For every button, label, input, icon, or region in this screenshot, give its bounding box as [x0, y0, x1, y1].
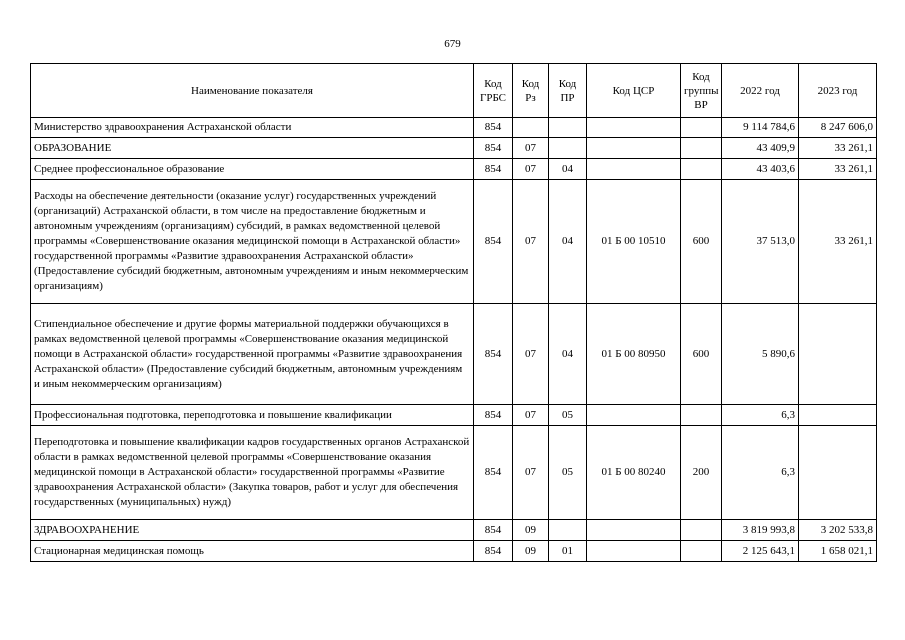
row-2023: 1 658 021,1 [799, 541, 877, 562]
row-vr [681, 118, 722, 138]
row-vr [681, 520, 722, 541]
row-2022: 43 403,6 [722, 159, 799, 180]
row-name: Стационарная медицинская помощь [31, 541, 474, 562]
row-vr [681, 159, 722, 180]
table-row [31, 180, 877, 304]
row-2023 [799, 405, 877, 426]
row-rz: 07 [513, 180, 549, 304]
row-vr [681, 541, 722, 562]
row-2022: 43 409,9 [722, 138, 799, 159]
row-2023: 33 261,1 [799, 180, 877, 304]
row-name: Стипендиальное обеспечение и другие формы материальной поддержки обучающихся в рамках ведомственной целевой программы «Совершенствование оказания медицинской помощи в Астраханской области» государственной программы «Развитие здравоохранения Астраханской области» (Предоставление субсидий бюджетным, автономным учреждениям и иным некоммерческим организациям) [31, 304, 474, 405]
row-grbs: 854 [474, 405, 513, 426]
row-vr: 600 [681, 180, 722, 304]
table-row [31, 405, 877, 426]
row-rz: 09 [513, 541, 549, 562]
row-vr: 200 [681, 426, 722, 520]
header-pr: Код ПР [549, 64, 587, 118]
budget-table [30, 63, 877, 562]
row-rz [513, 118, 549, 138]
header-grbs: Код ГРБС [474, 64, 513, 118]
row-grbs: 854 [474, 118, 513, 138]
row-2022: 3 819 993,8 [722, 520, 799, 541]
row-rz: 07 [513, 138, 549, 159]
row-rz: 09 [513, 520, 549, 541]
row-2023: 33 261,1 [799, 159, 877, 180]
table-row [31, 541, 877, 562]
row-grbs: 854 [474, 520, 513, 541]
row-csr: 01 Б 00 10510 [587, 180, 681, 304]
row-name: Среднее профессиональное образование [31, 159, 474, 180]
row-2022: 6,3 [722, 405, 799, 426]
row-2022: 6,3 [722, 426, 799, 520]
row-rz: 07 [513, 304, 549, 405]
row-grbs: 854 [474, 541, 513, 562]
table-row [31, 426, 877, 520]
row-pr: 04 [549, 159, 587, 180]
row-csr: 01 Б 00 80240 [587, 426, 681, 520]
row-name: Переподготовка и повышение квалификации кадров государственных органов Астраханской области в рамках ведомственной целевой программы «Совершенствование оказания медицинской помощи в Астраханской области» государственной программы «Развитие здравоохранения Астраханской области» (Закупка товаров, работ и услуг для обеспечения государственных (муниципальных) нужд) [31, 426, 474, 520]
row-vr [681, 405, 722, 426]
row-name: ОБРАЗОВАНИЕ [31, 138, 474, 159]
row-vr [681, 138, 722, 159]
header-csr: Код ЦСР [587, 64, 681, 118]
header-vr: Код группы ВР [681, 64, 722, 118]
header-2022: 2022 год [722, 64, 799, 118]
row-csr [587, 520, 681, 541]
row-pr [549, 138, 587, 159]
row-pr: 04 [549, 304, 587, 405]
row-2022: 9 114 784,6 [722, 118, 799, 138]
row-2023: 33 261,1 [799, 138, 877, 159]
row-grbs: 854 [474, 304, 513, 405]
row-name: Профессиональная подготовка, переподготовка и повышение квалификации [31, 405, 474, 426]
row-pr: 01 [549, 541, 587, 562]
row-grbs: 854 [474, 426, 513, 520]
table-row [31, 304, 877, 405]
header-2023: 2023 год [799, 64, 877, 118]
row-csr [587, 541, 681, 562]
page-number: 679 [444, 38, 461, 50]
row-csr [587, 118, 681, 138]
row-csr [587, 138, 681, 159]
row-2022: 5 890,6 [722, 304, 799, 405]
row-vr: 600 [681, 304, 722, 405]
row-rz: 07 [513, 405, 549, 426]
row-pr: 04 [549, 180, 587, 304]
header-rz: Код Рз [513, 64, 549, 118]
row-name: ЗДРАВООХРАНЕНИЕ [31, 520, 474, 541]
table-row [31, 138, 877, 159]
row-2023 [799, 304, 877, 405]
header-name: Наименование показателя [31, 64, 474, 118]
row-csr [587, 159, 681, 180]
row-2022: 37 513,0 [722, 180, 799, 304]
row-name: Расходы на обеспечение деятельности (оказание услуг) государственных учреждений (организаций) Астраханской области, в том числе на предоставление бюджетным и автономным учреждениям (организациям) субсидий, в рамках ведомственной целевой программы «Совершенствование оказания медицинской помощи в Астраханской области» государственной программы «Развитие здравоохранения Астраханской области» (Предоставление субсидий бюджетным, автономным учреждениям и иным некоммерческим организациям) [31, 180, 474, 304]
row-csr [587, 405, 681, 426]
row-2022: 2 125 643,1 [722, 541, 799, 562]
row-rz: 07 [513, 426, 549, 520]
row-name: Министерство здравоохранения Астраханской области [31, 118, 474, 138]
row-pr: 05 [549, 405, 587, 426]
row-2023: 8 247 606,0 [799, 118, 877, 138]
row-2023: 3 202 533,8 [799, 520, 877, 541]
row-2023 [799, 426, 877, 520]
row-grbs: 854 [474, 138, 513, 159]
row-grbs: 854 [474, 159, 513, 180]
row-pr [549, 118, 587, 138]
row-pr: 05 [549, 426, 587, 520]
table-row [31, 520, 877, 541]
row-csr: 01 Б 00 80950 [587, 304, 681, 405]
table-header [31, 64, 877, 118]
row-rz: 07 [513, 159, 549, 180]
table-row [31, 159, 877, 180]
row-grbs: 854 [474, 180, 513, 304]
row-pr [549, 520, 587, 541]
table-row [31, 118, 877, 138]
